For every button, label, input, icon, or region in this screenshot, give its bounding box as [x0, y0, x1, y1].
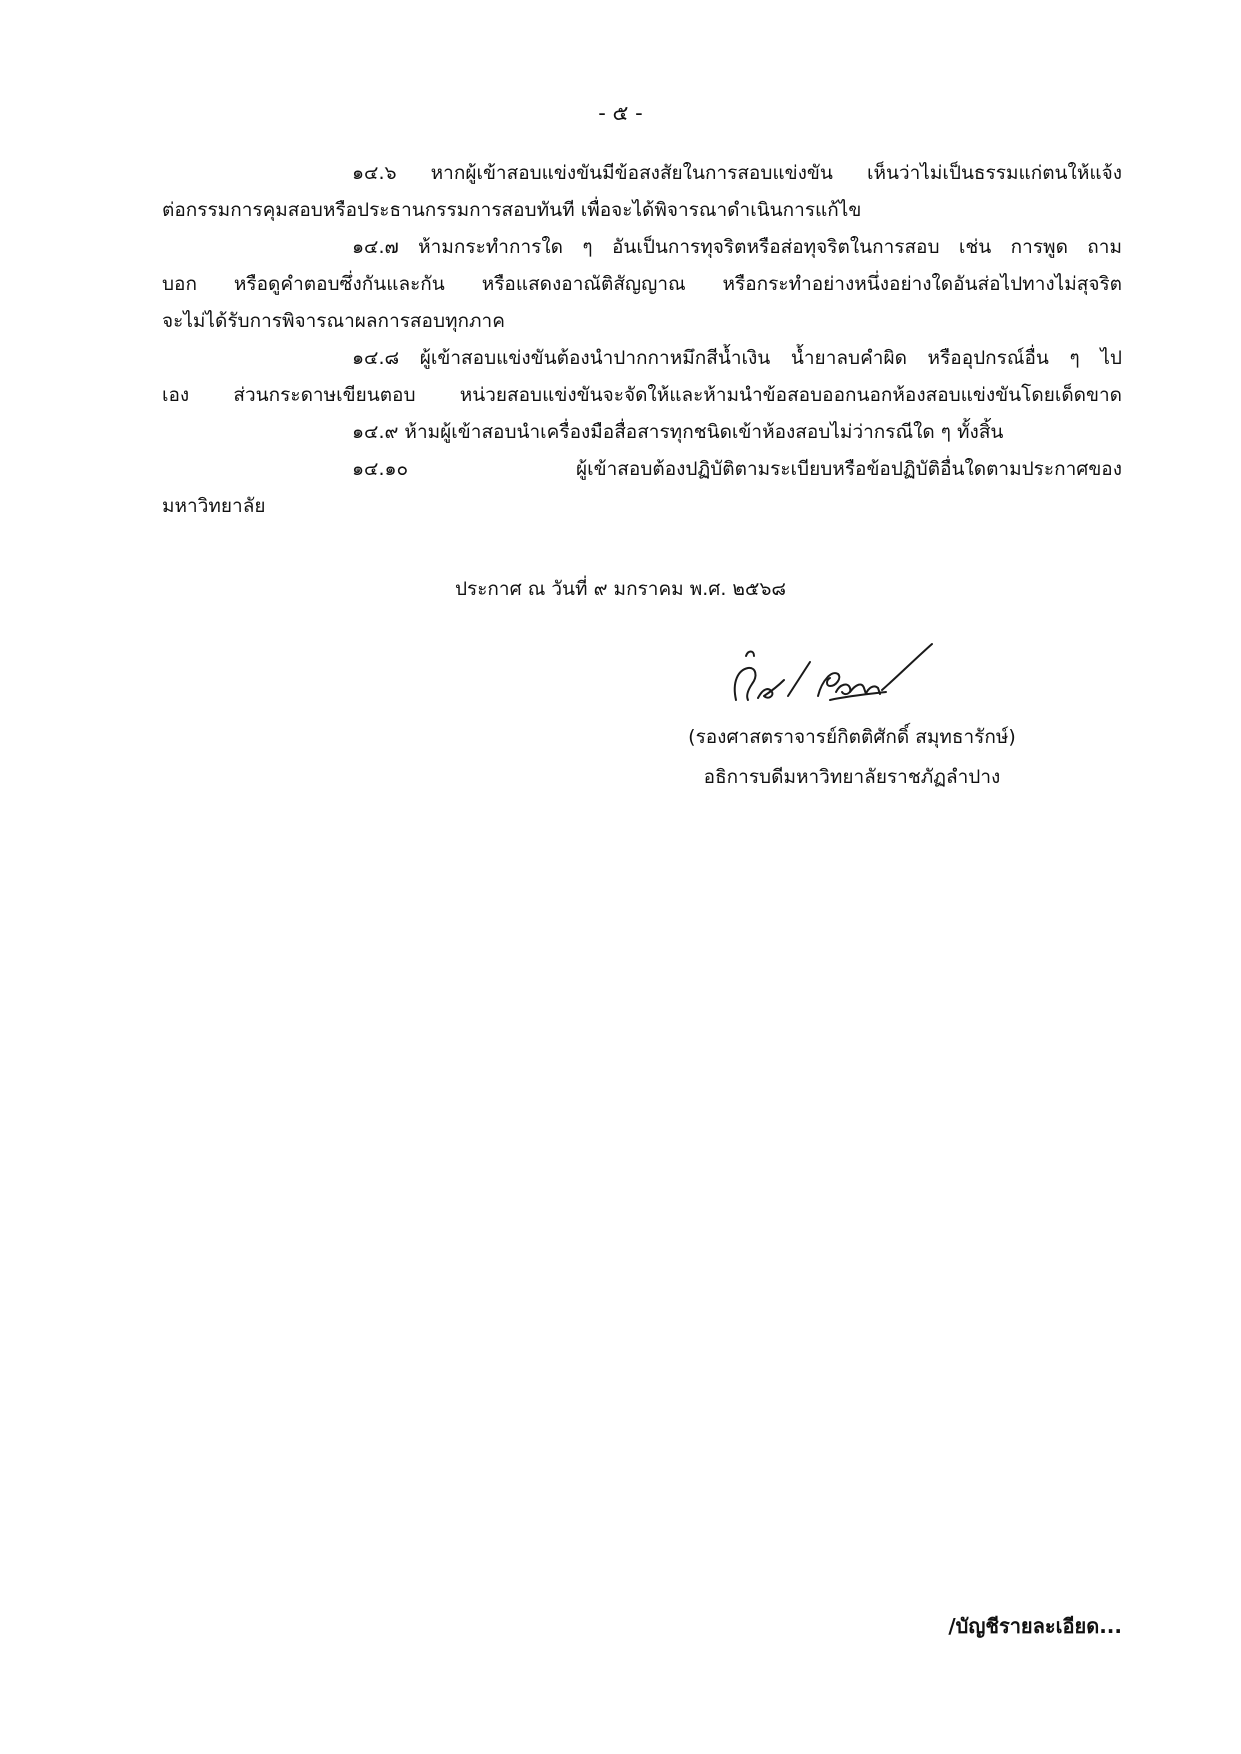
- clause-14-8: [162, 340, 1122, 414]
- handwritten-signature: [718, 634, 986, 720]
- clause-14-7: [162, 229, 1122, 340]
- clause-14-10: [162, 451, 1122, 525]
- clause-line: จะไม่ได้รับการพิจารณาผลการสอบทุกภาค: [162, 310, 505, 332]
- signer-name: (รองศาสตราจารย์กิตติศักดิ์ สมุทธารักษ์): [688, 726, 1016, 748]
- announcement-date: ประกาศ ณ วันที่ ๙ มกราคม พ.ศ. ๒๕๖๘: [454, 578, 787, 600]
- clause-line: มหาวิทยาลัย: [162, 495, 266, 517]
- clause-line: ๑๔.๘ ผู้เข้าสอบแข่งขันต้องนำปากกาหมึกสีน้ำเงิน น้ำยาลบคำผิด หรืออุปกรณ์อื่น ๆ ไป: [352, 347, 1122, 369]
- clause-line: ๑๔.๑๐ ผู้เข้าสอบต้องปฏิบัติตามระเบียบหรือข้อปฏิบัติอื่นใดตามประกาศของ: [352, 458, 1122, 480]
- clause-line: ๑๔.๙ ห้ามผู้เข้าสอบนำเครื่องมือสื่อสารทุกชนิดเข้าห้องสอบไม่ว่ากรณีใด ๆ ทั้งสิ้น: [352, 421, 1004, 443]
- clause-line: ๑๔.๗ ห้ามกระทำการใด ๆ อันเป็นการทุจริตหรือส่อทุจริตในการสอบ เช่น การพูด ถาม: [352, 236, 1122, 258]
- clause-line: ๑๔.๖ หากผู้เข้าสอบแข่งขันมีข้อสงสัยในการสอบแข่งขัน เห็นว่าไม่เป็นธรรมแก่ตนให้แจ้ง: [352, 162, 1122, 184]
- clause-line: ต่อกรรมการคุมสอบหรือประธานกรรมการสอบทันที เพื่อจะได้พิจารณาดำเนินการแก้ไข: [162, 199, 862, 221]
- clause-14-9: [162, 414, 1122, 451]
- continuation-note: /บัญชีรายละเอียด...: [948, 1614, 1122, 1638]
- signer-title: อธิการบดีมหาวิทยาลัยราชภัฏลำปาง: [703, 766, 1001, 788]
- clause-line: เอง ส่วนกระดาษเขียนตอบ หน่วยสอบแข่งขันจะจัดให้และห้ามนำข้อสอบออกนอกห้องสอบแข่งขันโดยเด็ดขาด: [162, 384, 1122, 406]
- clause-line: บอก หรือดูคำตอบซึ่งกันและกัน หรือแสดงอาณัติสัญญาณ หรือกระทำอย่างหนึ่งอย่างใดอันส่อไปทางไม่สุจริต: [162, 273, 1122, 295]
- page-number: - ๕ -: [598, 101, 643, 125]
- clause-14-6: [162, 155, 1122, 229]
